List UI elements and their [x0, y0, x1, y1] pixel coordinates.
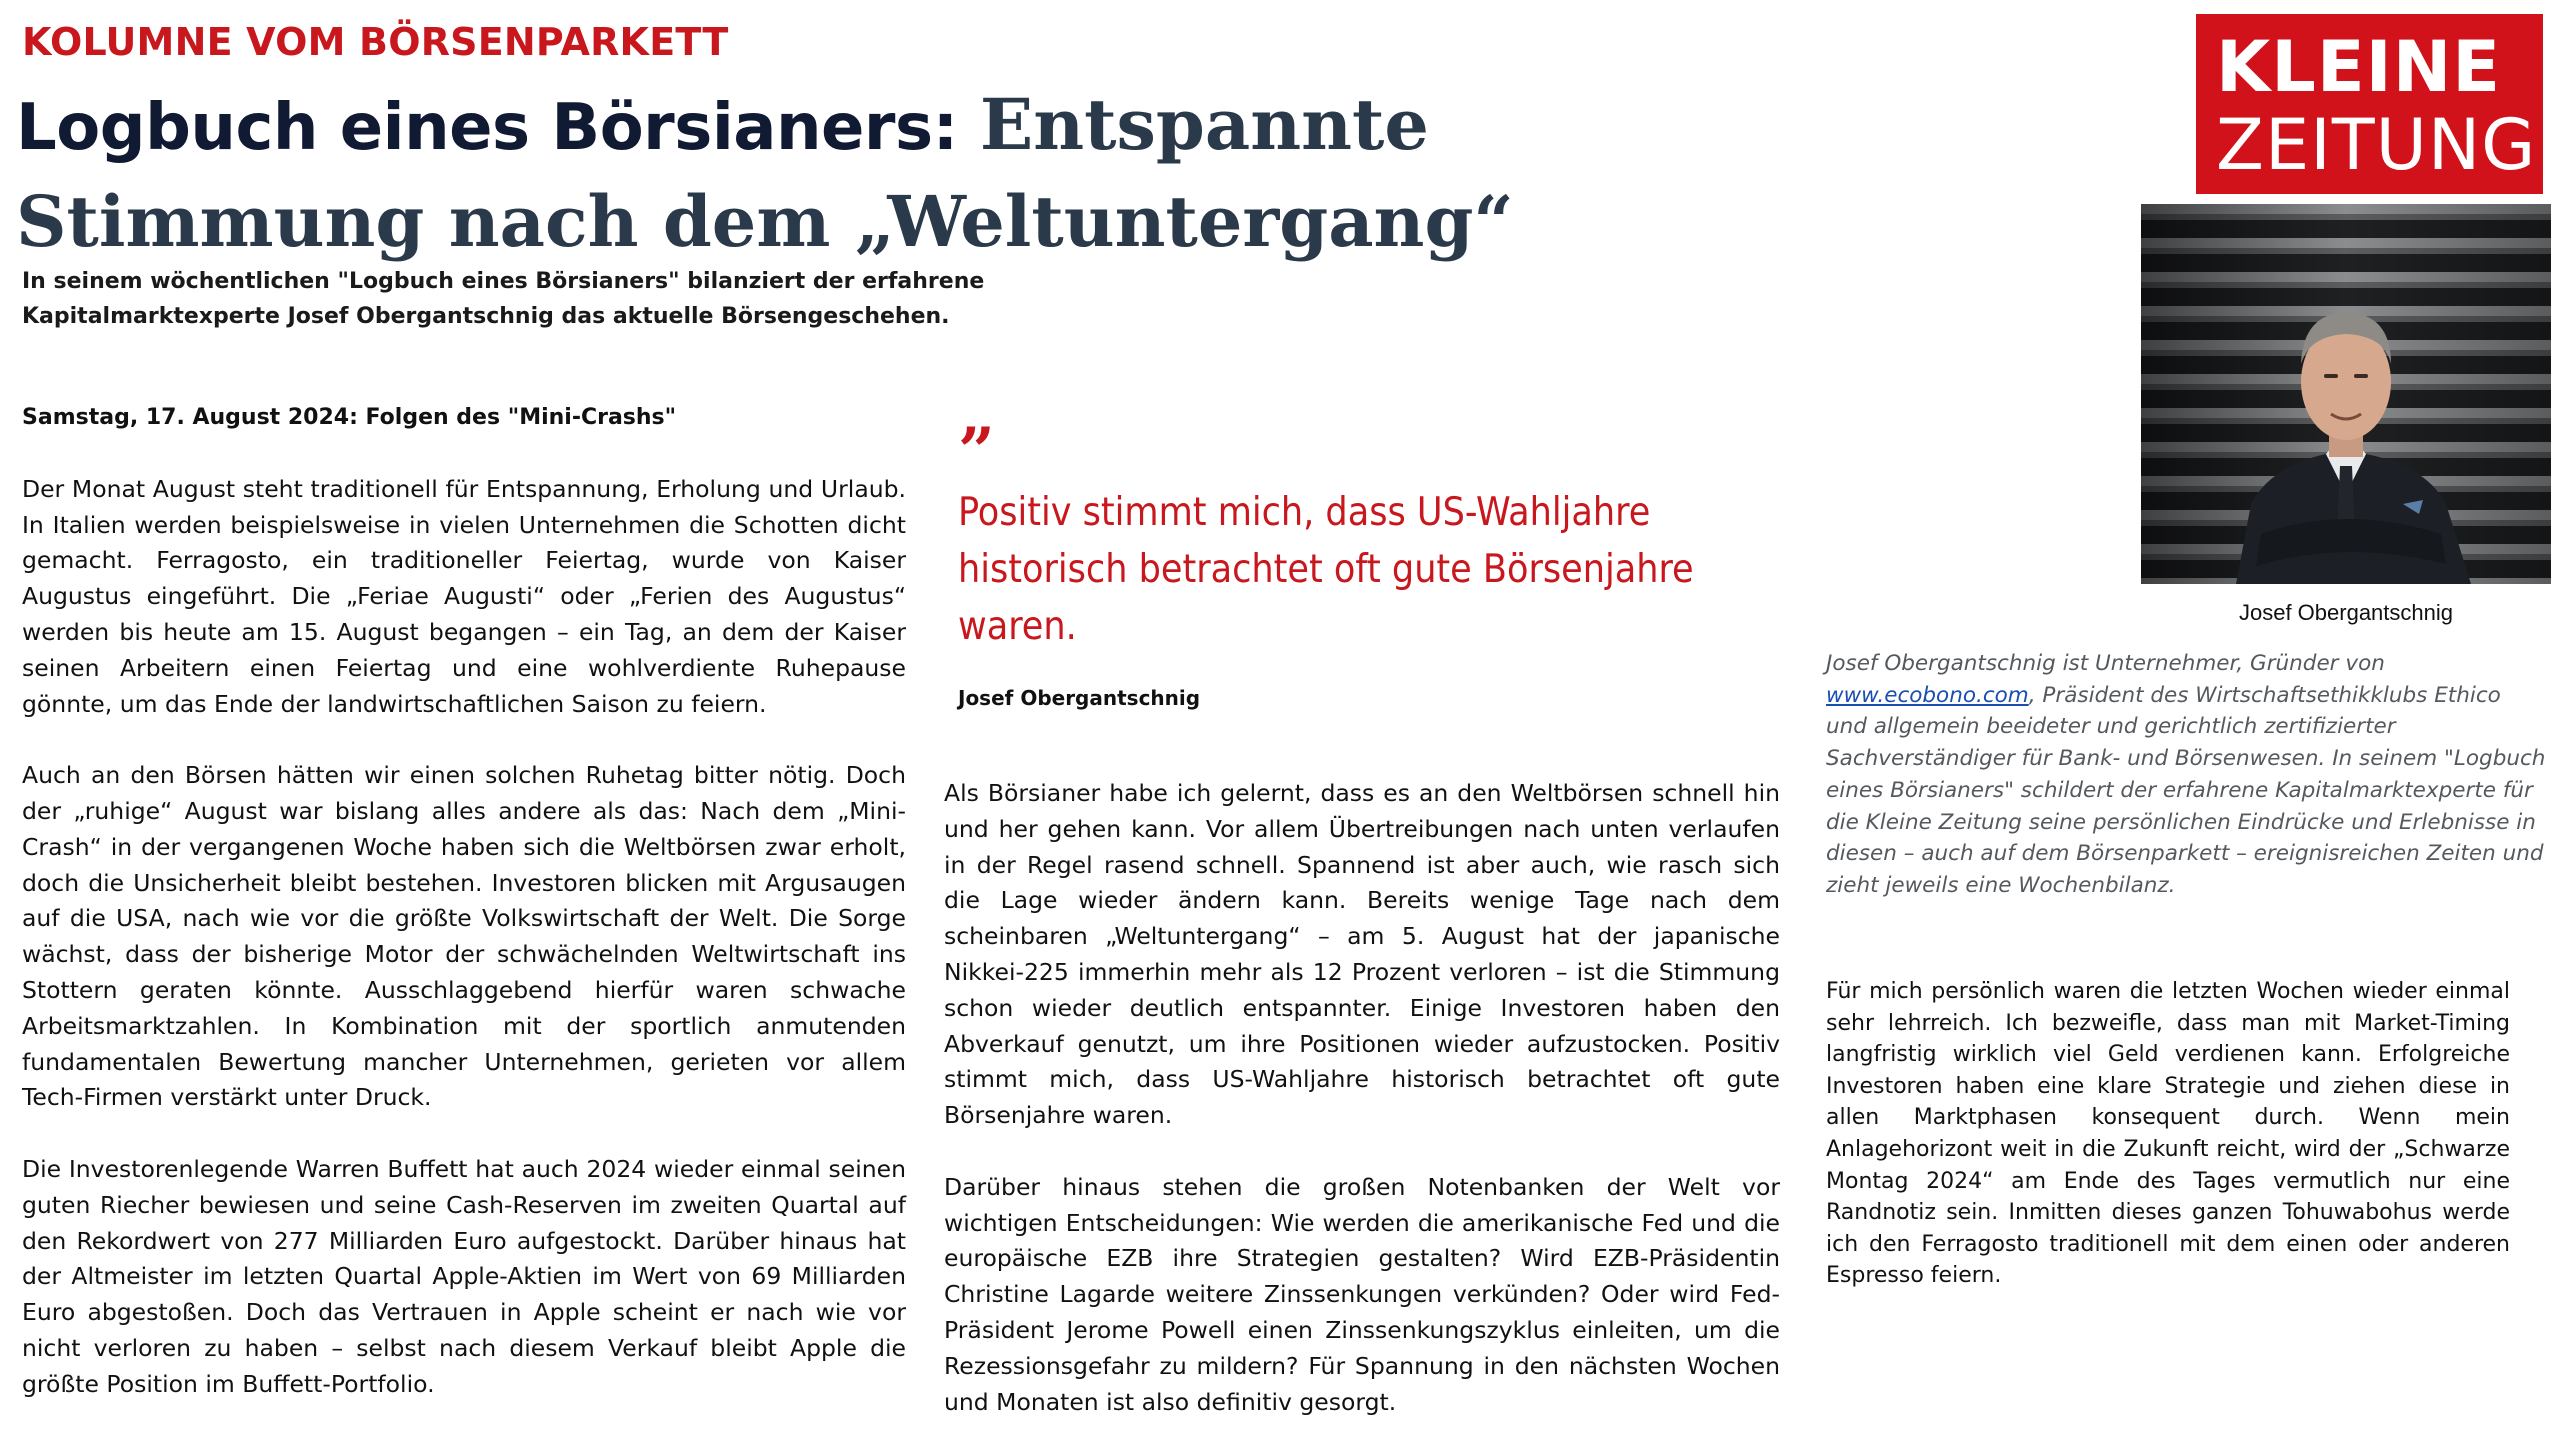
kleine-zeitung-logo[interactable]: [2196, 14, 2543, 194]
logo-line-2: ZEITUNG: [2216, 104, 2537, 186]
paragraph: Der Monat August steht traditionell für Entspannung, Erholung und Urlaub. In Italien werden beispielsweise in vielen Unternehmen die Schotten dicht gemacht. Ferragosto, ein traditioneller Feiertag, wurde von Kaiser Augustus eingeführt. Die „Feriae Augusti“ oder „Ferien des Augustus“ werden bis heute am 15. August begangen – ein Tag, an dem der Kaiser seinen Arbeitern einen Feiertag und eine wohlverdiente Ruhepause gönnte, um das Ende der landwirtschaftlichen Saison zu feiern.: [22, 474, 906, 718]
paragraph: Als Börsianer habe ich gelernt, dass es an den Weltbörsen schnell hin und her gehen kann. Vor allem Übertreibungen nach unten verlaufen in der Regel rasend schnell. Spannend ist aber auch, wie rasch sich die Lage wieder ändern kann. Bereits wenige Tage nach dem scheinbaren „Weltuntergang“ – am 5. August hat der japanische Nikkei-225 immerhin mehr als 12 Prozent verloren – ist die Stimmung schon wieder deutlich entspannter. Einige Investoren haben den Abverkauf genutzt, um ihre Positionen wieder aufzustocken. Positiv stimmt mich, dass US-Wahljahre historisch betrachtet oft gute Börsenjahre waren.: [944, 779, 1780, 1130]
bio-text: , Präsident des Wirtschaftsethikklubs Ethico und allgemein beeideter und gerichtlich zertifizierter Sachverständiger für Bank- und Börsenwesen. In seinem "Logbuch eines Börsianers" schildert der erfahrene Kapitalmarktexperte für die Kleine Zeitung seine persönlichen Eindrücke und Erlebnisse in diesen – auch auf dem Börsenparkett – ereignisreichen Zeiten und zieht jeweils eine Wochenbilanz.: [1826, 682, 2546, 898]
quote-author: Josef Obergantschnig: [958, 686, 1201, 710]
bio-text: Josef Obergantschnig ist Unternehmer, Gründer von: [1826, 651, 2385, 676]
page-title: [16, 78, 1716, 269]
author-bio: [1826, 648, 2546, 902]
pull-quote: Positiv stimmt mich, dass US-Wahljahre historisch betrachtet oft gute Börsenjahre waren.: [958, 490, 1694, 649]
paragraph: Für mich persönlich waren die letzten Wochen wieder einmal sehr lehrreich. Ich bezweifle, dass man mit Market-Timing langfristig wirklich viel Geld verdienen kann. Erfolgreiche Investoren haben eine klare Strategie und ziehen diese in allen Marktphasen konsequent durch. Wenn mein Anlagehorizont weit in die Zukunft reicht, wird der „Schwarze Montag 2024“ am Ende des Tages vermutlich nur eine Randnotiz sein. Inmitten dieses ganzen Tohuwabohus werde ich den Ferragosto traditionell mit dem einen oder anderen Espresso feiern.: [1826, 979, 2510, 1289]
portrait-photo: [2141, 204, 2551, 584]
teaser-line: In seinem wöchentlichen "Logbuch eines Börsianers" bilanziert der erfahrene: [22, 269, 985, 294]
article-column-3: [1826, 976, 2510, 1292]
portrait-illustration: [2141, 204, 2551, 584]
article-column-1: [22, 400, 906, 1438]
section-kicker: KOLUMNE VOM BÖRSENPARKETT: [22, 20, 729, 64]
photo-caption: Josef Obergantschnig: [2238, 600, 2454, 625]
dateline: Samstag, 17. August 2024: Folgen des "Mini-Crashs": [22, 405, 677, 430]
quote-mark-icon: ”: [958, 414, 995, 489]
ecobono-link[interactable]: www.ecobono.com: [1826, 682, 2029, 708]
paragraph: Auch an den Börsen hätten wir einen solchen Ruhetag bitter nötig. Doch der „ruhige“ August war bislang alles andere als das: Nach dem „Mini-Crash“ in der vergangenen Woche haben sich die Weltbörsen zwar erholt, doch die Unsicherheit bleibt bestehen. Investoren blicken mit Argusaugen auf die USA, nach wie vor die größte Volkswirtschaft der Welt. Die Sorge wächst, dass der bisherige Motor der schwächelnden Weltwirtschaft ins Stottern geraten könnte. Ausschlaggebend hierfür waren schwache Arbeitsmarktzahlen. In Kombination mit der sportlich anmutenden fundamentalen Bewertung mancher Unternehmen, gerieten vor allem Tech-Firmen verstärkt unter Druck.: [22, 761, 906, 1112]
teaser: [22, 264, 1022, 334]
headline-title: Entspannte Stimmung nach dem „Weltuntergang“: [16, 83, 1514, 263]
logo-line-1: KLEINE: [2216, 26, 2502, 108]
headline-series: Logbuch eines Börsianers:: [16, 91, 958, 165]
teaser-line: Kapitalmarktexperte Josef Obergantschnig das aktuelle Börsengeschehen.: [22, 304, 950, 329]
paragraph: Darüber hinaus stehen die großen Notenbanken der Welt vor wichtigen Entscheidungen: Wie werden die amerikanische Fed und die europäische EZB ihre Strategien gestalten? Wird EZB-Präsidentin Christine Lagarde weitere Zinssenkungen verkünden? Oder wird Fed-Präsident Jerome Powell einen Zinssenkungszyklus einleiten, um die Rezessionsgefahr zu mildern? Für Spannung in den nächsten Wochen und Monaten ist also definitiv gesorgt.: [944, 1172, 1780, 1416]
article-column-2: [944, 776, 1780, 1456]
paragraph: Die Investorenlegende Warren Buffett hat auch 2024 wieder einmal seinen guten Riecher bewiesen und seine Cash-Reserven im zweiten Quartal auf den Rekordwert von 277 Milliarden Euro aufgestockt. Darüber hinaus hat der Altmeister im letzten Quartal Apple-Aktien im Wert von 69 Milliarden Euro abgestoßen. Doch das Vertrauen in Apple scheint er nach wie vor nicht verloren zu haben – selbst nach diesem Verkauf bleibt Apple die größte Position im Buffett-Portfolio.: [22, 1154, 906, 1398]
